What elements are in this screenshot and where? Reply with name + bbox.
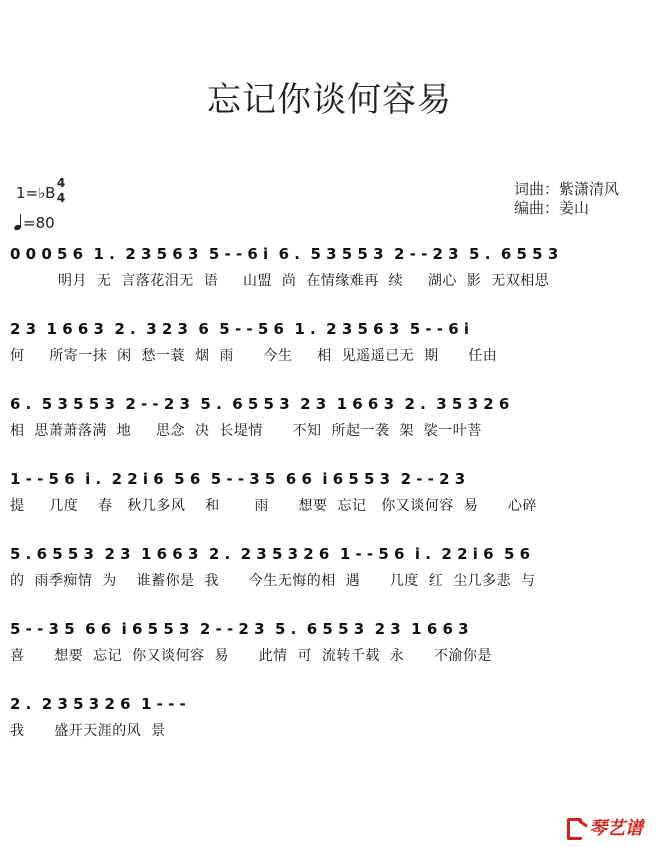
song-title: 忘记你谈何容易 [207,80,452,120]
lyrics-row-6: 喜 想要 忘记 你又谈何容 易 此情 可 流转千载 永 不渝你是 [10,648,493,664]
credits [514,180,619,218]
notes-row-3: 6 . 5 3 5 5 3 2 - - 2 3 5 . 6 5 5 3 2 3 1 6 6 3 2 . 3 5 3 2 6 [10,395,510,413]
notes-row-1: 0 0 0 5 6 1 . 2 3 5 6 3 5 - - 6 i 6 . 5 3 5 5 3 2 - - 2 3 5 . 6 5 5 3 [10,245,559,263]
score-row-5 [0,543,659,603]
lyrics-row-4: 提 几度 春 秋几多风 和 雨 想要 忘记 你又谈何容 易 心碎 [10,498,537,514]
quarter-note-icon [14,214,23,230]
tempo-marking [14,214,55,232]
logo-mark-icon [565,816,589,838]
notes-row-5: 5 . 6 5 5 3 2 3 1 6 6 3 2 . 2 3 5 3 2 6 1 - - 5 6 i . 2 2 i 6 5 6 [10,545,531,563]
logo-text: 琴艺谱 [589,818,643,839]
score-row-2 [0,318,659,378]
site-logo [565,814,643,840]
score-row-6 [0,618,659,678]
notes-row-2: 2 3 1 6 6 3 2 . 3 2 3 6 5 - - 5 6 1 . 2 3 5 6 3 5 - - 6 i [10,320,470,338]
time-signature-bottom: 4 [56,191,66,205]
arranger: 编曲：姜山 [514,199,590,217]
notes-row-4: 1 - - 5 6 i . 2 2 i 6 5 6 5 - - 3 5 6 6 i 6 5 5 3 2 - - 2 3 [10,470,466,488]
lyrics-row-5: 的 雨季痴情 为 谁蓄你是 我 今生无悔的相 遇 几度 红 尘几多悲 与 [10,573,536,589]
lyrics-row-7: 我 盛开天涯的风 景 [10,723,166,739]
notes-row-7: 2 . 2 3 5 3 2 6 1 - - - [10,695,186,713]
notes-row-6: 5 - - 3 5 6 6 i 6 5 5 3 2 - - 2 3 5 . 6 5 5 3 2 3 1 6 6 3 [10,620,469,638]
tempo-value: =80 [23,214,55,232]
lyrics-row-1: 明月 无 言落花泪无 语 山盟 尚 在情缘难再 续 湖心 影 无双相思 [58,273,550,289]
key-signature: 1=♭B [16,184,56,202]
score-row-3 [0,393,659,453]
time-signature [56,176,66,206]
score-row-4 [0,468,659,528]
score-row-1 [0,243,659,303]
lyricist-composer: 词曲：紫潇清风 [514,180,620,198]
lyrics-row-3: 相 思萧萧落满 地 思念 决 长堤情 不知 所起一袭 架 裟一叶菩 [10,423,482,439]
time-signature-top: 4 [56,176,66,190]
lyrics-row-2: 何 所寄一抹 闲 愁一蓑 烟 雨 今生 相 见遥遥已无 期 任由 [10,348,498,364]
score-row-7 [0,693,659,753]
